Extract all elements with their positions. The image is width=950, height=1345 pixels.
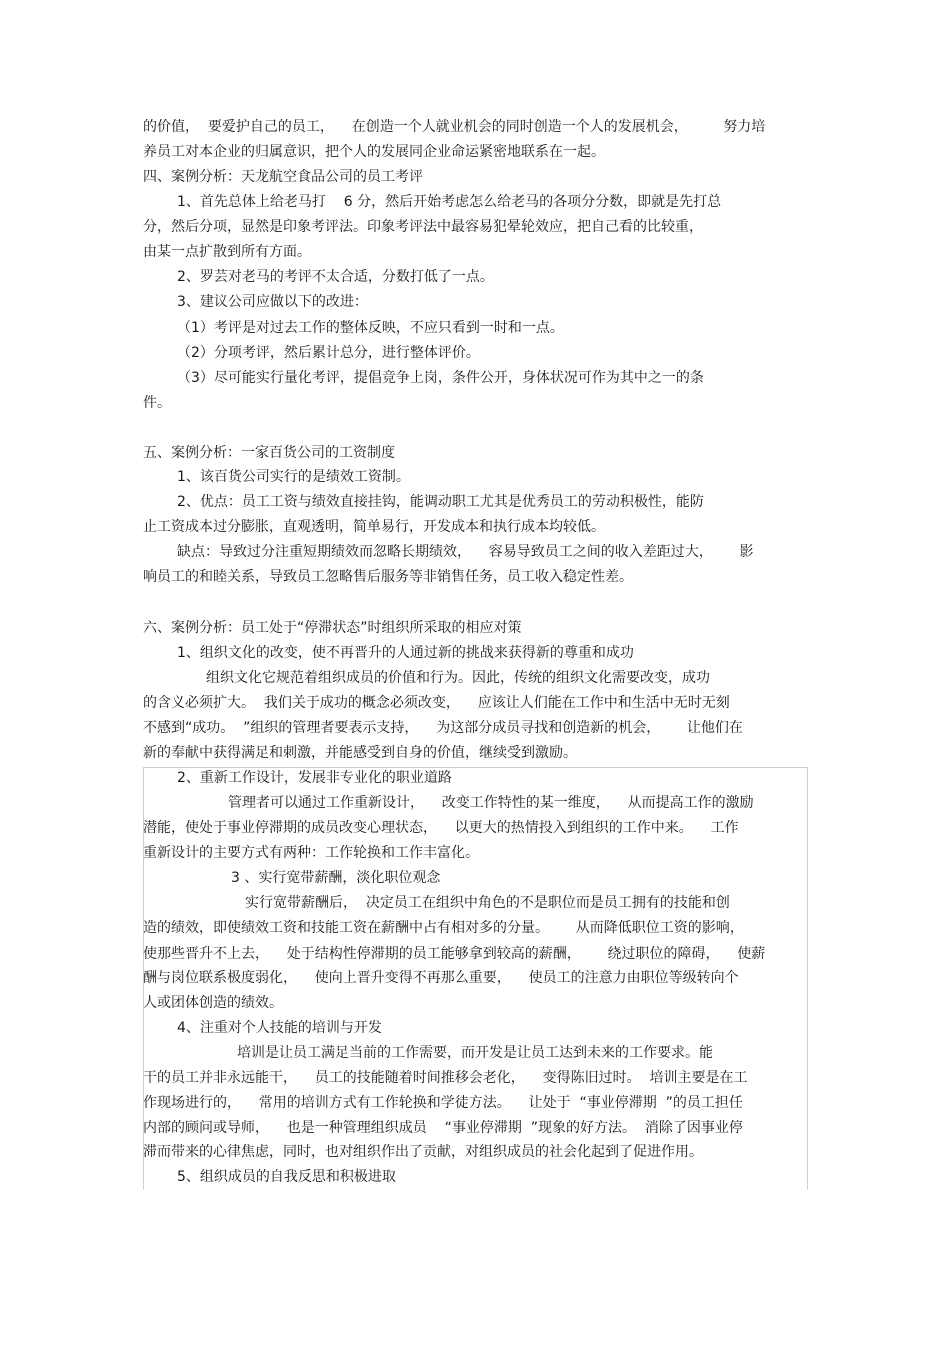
text-line: 止工资成本过分膨胀，直观透明，简单易行，开发成本和执行成本均较低。 xyxy=(143,519,605,535)
text-line: （1）考评是对过去工作的整体反映，不应只看到一时和一点。 xyxy=(177,320,564,336)
text-line: 件。 xyxy=(143,395,171,411)
text-line: 造的绩效，即使绩效工资和技能工资在薪酬中占有相对多的分量。 从而降低职位工资的影响， xyxy=(143,920,744,936)
text-line: 滞而带来的心律焦虑，同时，也对组织作出了贡献，对组织成员的社会化起到了促进作用。 xyxy=(143,1144,703,1160)
text-line: 3 、实行宽带薪酬，淡化职位观念 xyxy=(231,870,441,886)
section-heading: 五、案例分析：一家百货公司的工资制度 xyxy=(143,445,395,461)
text-line: 的价值， 要爱护自己的员工， 在创造一个人就业机会的同时创造一个人的发展机会， 努力培 xyxy=(143,119,766,135)
text-line: 实行宽带薪酬后， 决定员工在组织中角色的不是职位而是员工拥有的技能和创 xyxy=(245,895,730,911)
text-line: 2、优点：员工工资与绩效直接挂钩，能调动职工尤其是优秀员工的劳动积极性，能防 xyxy=(177,494,704,510)
text-line: 由某一点扩散到所有方面。 xyxy=(143,244,311,260)
text-line: 1、组织文化的改变，使不再晋升的人通过新的挑战来获得新的尊重和成功 xyxy=(177,645,634,661)
text-line: 2、重新工作设计，发展非专业化的职业道路 xyxy=(177,770,452,786)
text-line: 养员工对本企业的归属意识，把个人的发展同企业命运紧密地联系在一起。 xyxy=(143,144,605,160)
text-line: （2）分项考评，然后累计总分，进行整体评价。 xyxy=(177,345,480,361)
text-line: 不感到“成功。 ”组织的管理者要表示支持， 为这部分成员寻找和创造新的机会， 让他们在 xyxy=(143,720,743,736)
text-line: 4、注重对个人技能的培训与开发 xyxy=(177,1020,382,1036)
text-line: 新的奉献中获得满足和刺激，并能感受到自身的价值，继续受到激励。 xyxy=(143,745,577,761)
text-line: 响员工的和睦关系，导致员工忽略售后服务等非销售任务，员工收入稳定性差。 xyxy=(143,569,633,585)
text-line: 1、首先总体上给老马打 6 分，然后开始考虑怎么给老马的各项分分数，即就是先打总 xyxy=(177,194,722,210)
text-line: 酬与岗位联系极度弱化， 使向上晋升变得不再那么重要， 使员工的注意力由职位等级转向个 xyxy=(143,970,739,986)
text-line: 1、该百货公司实行的是绩效工资制。 xyxy=(177,469,410,485)
text-line: 干的员工并非永远能干， 员工的技能随着时间推移会老化， 变得陈旧过时。 培训主要是在工 xyxy=(143,1070,748,1086)
text-line: （3）尽可能实行量化考评，提倡竞争上岗，条件公开，身体状况可作为其中之一的条 xyxy=(177,370,704,386)
text-line: 5、组织成员的自我反思和积极进取 xyxy=(177,1169,396,1185)
text-line: 2、罗芸对老马的考评不太合适，分数打低了一点。 xyxy=(177,269,494,285)
text-line: 管理者可以通过工作重新设计， 改变工作特性的某一维度， 从而提高工作的激励 xyxy=(228,795,754,811)
text-line: 内部的顾问或导师， 也是一种管理组织成员 “事业停滞期 ”现象的好方法。 消除了因事业停 xyxy=(143,1120,743,1136)
text-line: 人或团体创造的绩效。 xyxy=(143,995,283,1011)
text-line: 培训是让员工满足当前的工作需要，而开发是让员工达到未来的工作要求。能 xyxy=(237,1045,713,1061)
text-line: 缺点：导致过分注重短期绩效而忽略长期绩效， 容易导致员工之间的收入差距过大， 影 xyxy=(177,544,754,560)
text-line: 使那些晋升不上去， 处于结构性停滞期的员工能够拿到较高的薪酬， 绕过职位的障碍， 使薪 xyxy=(143,946,766,962)
text-line: 的含义必须扩大。 我们关于成功的概念必须改变， 应该让人们能在工作中和生活中无时无刻 xyxy=(143,695,730,711)
text-line: 重新设计的主要方式有两种：工作轮换和工作丰富化。 xyxy=(143,845,479,861)
section-heading: 六、案例分析：员工处于“停滞状态”时组织所采取的相应对策 xyxy=(143,620,522,636)
text-line: 分，然后分项，显然是印象考评法。印象考评法中最容易犯晕轮效应，把自己看的比较重， xyxy=(143,219,703,235)
text-line: 作现场进行的， 常用的培训方式有工作轮换和学徒方法。 让处于 “事业停滞期 ”的员工担任 xyxy=(143,1095,743,1111)
text-line: 组织文化它规范着组织成员的价值和行为。因此，传统的组织文化需要改变，成功 xyxy=(206,670,710,686)
text-line: 潜能，使处于事业停滞期的成员改变心理状态， 以更大的热情投入到组织的工作中来。 工作 xyxy=(143,820,739,836)
section-heading: 四、案例分析：天龙航空食品公司的员工考评 xyxy=(143,169,423,185)
text-line: 3、建议公司应做以下的改进： xyxy=(177,294,368,310)
